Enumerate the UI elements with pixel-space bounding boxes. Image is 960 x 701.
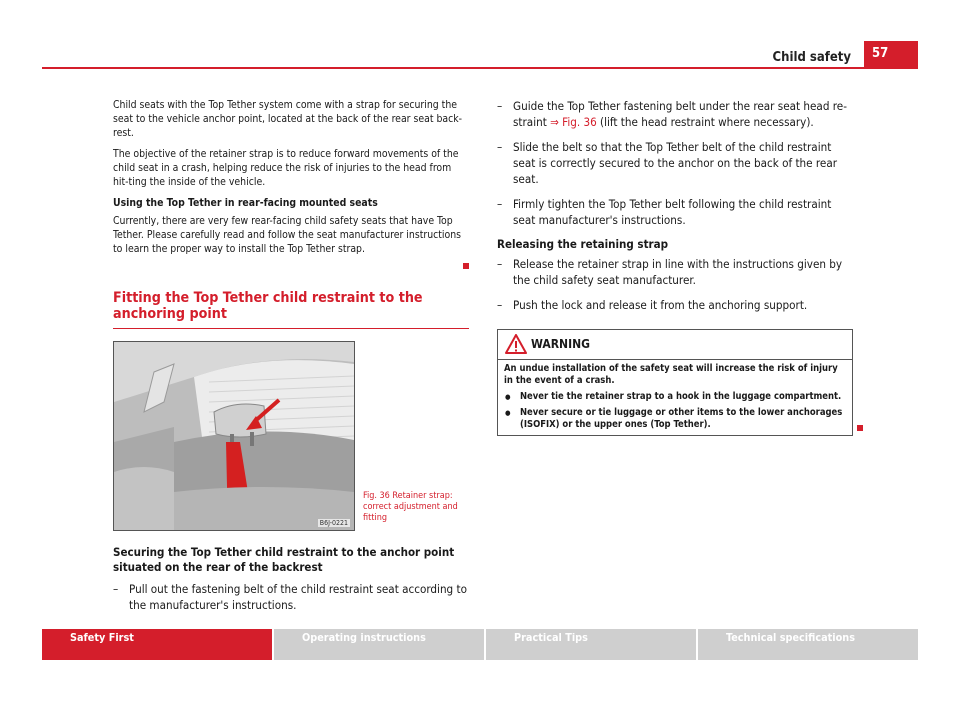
warning-box [497, 329, 853, 436]
releasing-heading: Releasing the retaining strap [497, 237, 669, 251]
figure-36 [113, 341, 469, 531]
tab-technical-specifications[interactable]: Technical specifications [696, 629, 918, 660]
warning-title: WARNING [531, 337, 590, 351]
warning-bullet: ● Never secure or tie luggage or other items to the lower anchorages (ISOFIX) or the upper ones (Top Tether). [504, 407, 846, 431]
right-column [497, 98, 853, 436]
figure-code: B6J-0221 [319, 519, 348, 527]
figure-image-rear-seat [113, 341, 355, 531]
intro-paragraph-2: The objective of the retainer strap is to reduce forward movements of the child seat in a crash, helping reduce the risk of injuries to the head from hit-ting the inside of the vehicle. [113, 148, 459, 188]
figure-caption: Fig. 36 Retainer strap: correct adjustment and fitting [363, 491, 458, 523]
section-title: Fitting the Top Tether child restraint to the anchoring point [113, 290, 469, 329]
tab-operating-instructions[interactable]: Operating instructions [272, 629, 484, 660]
step-guide-text: Guide the Top Tether fastening belt under the rear seat head re-straint [513, 99, 847, 129]
warning-text: An undue installation of the safety seat will increase the risk of injury in the event of a crash. [504, 363, 838, 386]
warning-header [498, 330, 852, 360]
warning-end-marker [857, 425, 863, 431]
rear-facing-subhead: Using the Top Tether in rear-facing mounted seats [113, 197, 378, 209]
step-guide-belt [497, 98, 853, 130]
tab-practical-tips[interactable]: Practical Tips [484, 629, 696, 660]
step-push-lock: – Push the lock and release it from the anchoring support. [497, 297, 853, 313]
step-tighten-belt: – Firmly tighten the Top Tether belt following the child restraint seat manufacturer's instructions. [497, 196, 853, 228]
warning-triangle-icon [505, 334, 527, 354]
header-rule [42, 67, 918, 69]
step-pull-out-belt: – Pull out the fastening belt of the child restraint seat according to the manufacturer's instructions. [113, 581, 469, 613]
warning-bullet: ● Never tie the retainer strap to a hook in the luggage compartment. [504, 391, 846, 403]
figure-36-link[interactable]: ⇒ Fig. 36 [550, 115, 597, 129]
footer-nav [42, 629, 918, 660]
warning-body [498, 360, 852, 435]
intro-paragraph-1: Child seats with the Top Tether system come with a strap for securing the seat to the vehicle anchor point, located at the back of the rear seat back-rest. [113, 99, 463, 139]
securing-heading: Securing the Top Tether child restraint to the anchor point situated on the rear of the backrest [113, 545, 455, 574]
step-guide-text-end: (lift the head restraint where necessary). [596, 115, 814, 129]
step-release-strap: – Release the retainer strap in line with the instructions given by the child safety seat manufacturer. [497, 256, 853, 288]
tab-safety-first[interactable]: Safety First [42, 629, 272, 660]
rear-facing-paragraph: Currently, there are very few rear-facing child safety seats that have Top Tether. Please carefully read and follow the seat manufacturer instructions to learn the proper way to install the Top Tether strap. [113, 215, 462, 255]
section-end-marker [463, 263, 469, 269]
running-title: Child safety [772, 50, 851, 65]
step-slide-belt: – Slide the belt so that the Top Tether belt of the child restraint seat is correctly secured to the anchor on the back of the rear seat. [497, 139, 853, 187]
page-number: 57 [864, 41, 918, 67]
left-column [113, 98, 469, 622]
